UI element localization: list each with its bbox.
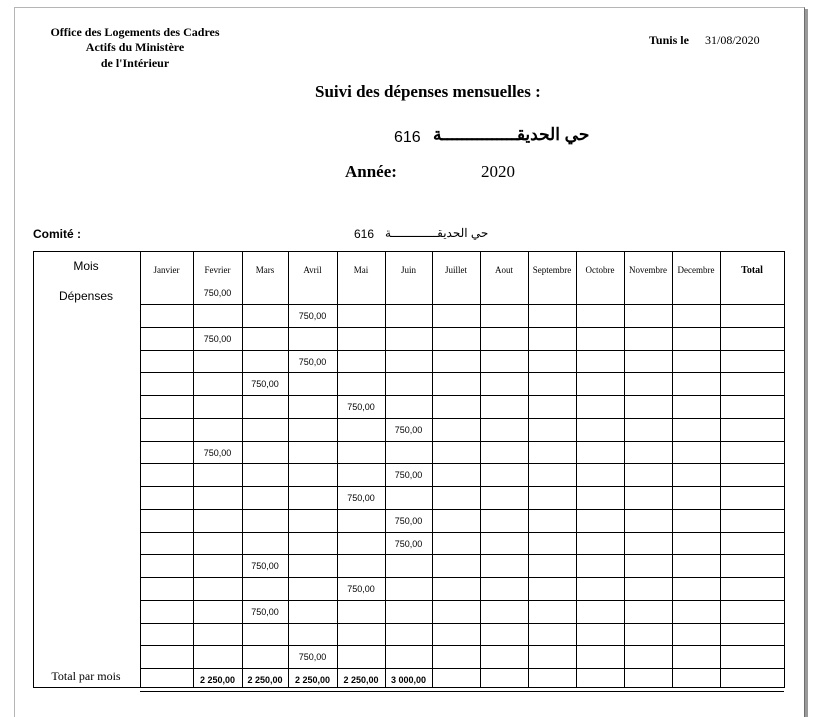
row-divider: [140, 418, 784, 419]
expense-cell: 750,00: [298, 357, 327, 367]
row-divider: [140, 554, 784, 555]
year-value: 2020: [481, 162, 515, 181]
monthly-total: 3 000,00: [390, 675, 427, 685]
office-line-2: Actifs du Ministère: [85, 40, 185, 54]
row-divider: [140, 463, 784, 464]
committee-number: 616: [354, 227, 375, 241]
month-header-aout: Aout: [495, 265, 513, 275]
year-label: Année:: [345, 162, 397, 181]
expense-cell: 750,00: [394, 425, 423, 435]
row-divider: [140, 600, 784, 601]
site-number: 616: [394, 129, 421, 146]
month-header-mai: Mai: [353, 265, 369, 275]
total-row-label: Total par mois: [51, 669, 121, 683]
monthly-total: 2 250,00: [294, 675, 331, 685]
row-divider: [140, 304, 784, 305]
row-divider: [140, 645, 784, 646]
expense-cell: 750,00: [347, 493, 375, 503]
month-header-avril: Avril: [303, 265, 322, 275]
report-title: Suivi des dépenses mensuelles :: [315, 82, 541, 101]
row-divider: [140, 509, 784, 510]
corner-mois: Mois: [73, 259, 99, 273]
expense-cell: 750,00: [251, 379, 279, 389]
expense-cell: 750,00: [347, 584, 375, 594]
expense-cell: 750,00: [203, 334, 232, 344]
date-label: Tunis le: [649, 33, 689, 47]
expense-cell: 750,00: [251, 607, 279, 617]
row-divider: [140, 532, 784, 533]
row-divider: [140, 350, 784, 351]
row-divider: [140, 441, 784, 442]
month-header-septembre: Septembre: [532, 265, 572, 275]
expense-cell: 750,00: [394, 516, 423, 526]
expense-cell: 750,00: [203, 448, 232, 458]
row-divider: [140, 327, 784, 328]
col-divider: [33, 251, 34, 688]
expense-cell: 750,00: [394, 539, 423, 549]
office-line-3: de l'Intérieur: [100, 56, 170, 70]
monthly-total: 2 250,00: [247, 675, 283, 685]
month-header-mars: Mars: [255, 265, 275, 275]
corner-depenses: Dépenses: [58, 289, 114, 303]
committee-name: حي الحديقـــــــــــــة: [385, 226, 489, 240]
row-divider: [140, 623, 784, 624]
month-header-octobre: Octobre: [585, 265, 615, 275]
report-sheet: [14, 7, 805, 717]
month-header-juin: Juin: [400, 265, 416, 275]
row-divider: [140, 577, 784, 578]
month-header-janvier: Janvier: [153, 265, 180, 275]
row-divider: [140, 486, 784, 487]
monthly-total: 2 250,00: [199, 675, 236, 685]
date-value: 31/08/2020: [705, 33, 760, 47]
month-header-novembre: Novembre: [629, 265, 667, 275]
committee-label: Comité :: [33, 227, 81, 241]
row-divider: [140, 372, 784, 373]
office-line-1: Office des Logements des Cadres: [50, 25, 220, 39]
monthly-total: 2 250,00: [343, 675, 379, 685]
site-name: حي الحديقـــــــــــــــة: [433, 125, 590, 144]
expense-cell: 750,00: [394, 470, 423, 480]
row-divider: [140, 668, 784, 669]
total-header: Total: [741, 265, 763, 276]
row-divider: [140, 691, 784, 692]
expense-cell: 750,00: [251, 561, 279, 571]
col-divider: [784, 251, 785, 688]
month-header-decembre: Decembre: [677, 265, 715, 275]
expense-cell: 750,00: [347, 402, 375, 412]
row-divider: [140, 395, 784, 396]
month-header-fevrier: Fevrier: [204, 265, 231, 275]
expense-cell: 750,00: [298, 311, 327, 321]
expense-cell: 750,00: [298, 652, 327, 662]
expense-cell: 750,00: [203, 288, 232, 298]
month-header-juillet: Juillet: [445, 265, 467, 275]
